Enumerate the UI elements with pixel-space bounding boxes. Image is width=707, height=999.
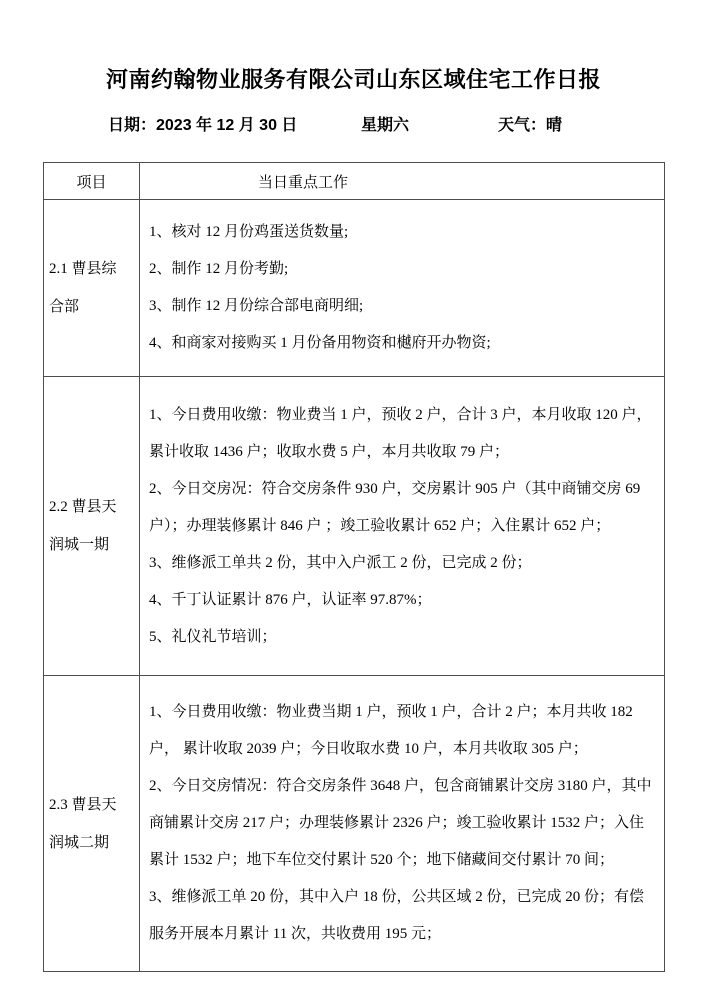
work-item: 1、核对 12 月份鸡蛋送货数量;	[149, 224, 349, 240]
work-item: 1、今日费用收缴：物业费当期 1 户，预收 1 户，合计 2 户；本月共收 182 户， 累计收取 2039 户；今日收取水费 10 户，本月共收取 305 户；	[149, 704, 633, 757]
project-cell: 2.1 曹县综合部	[44, 200, 140, 377]
work-item: 3、制作 12 月份综合部电商明细;	[149, 298, 364, 314]
work-cell	[140, 676, 665, 972]
work-item: 3、维修派工单共 2 份，其中入户派工 2 份，已完成 2 份；	[149, 554, 532, 571]
report-table	[43, 162, 665, 972]
report-weekday: 星期六	[361, 117, 410, 134]
work-cell	[140, 200, 665, 377]
table-row	[44, 676, 665, 972]
page-title: 河南约翰物业服务有限公司山东区域住宅工作日报	[105, 67, 601, 92]
work-item: 2、今日交房情况：符合交房条件 3648 户，包含商铺累计交房 3180 户，其中商铺累计交房 217 户；办理装修累计 2326 户；竣工验收累计 1532 户；入住累计 1532 户；地下车位交付累计 520 个；地下储藏间交付累计 70 间；	[149, 778, 652, 868]
date-line	[0, 112, 707, 136]
header-work: 当日重点工作	[140, 163, 665, 200]
work-item: 4、和商家对接购买 1 月份备用物资和樾府开办物资;	[149, 335, 491, 351]
report-date: 日期：2023 年 12 月 30 日	[108, 117, 298, 134]
work-item: 1、今日费用收缴：物业费当 1 户，预收 2 户，合计 3 户，本月收取 120 户，累计收取 1436 户；收取水费 5 户，本月共收取 79 户；	[149, 406, 652, 460]
table-row	[44, 377, 665, 676]
work-item: 2、制作 12 月份考勤;	[149, 261, 289, 277]
work-item: 4、千丁认证累计 876 户，认证率 97.87%；	[149, 591, 432, 608]
work-item: 5、礼仪礼节培训；	[149, 628, 277, 645]
work-cell	[140, 377, 665, 676]
work-item: 2、今日交房况：符合交房条件 930 户，交房累计 905 户（其中商铺交房 69 户）；办理装修累计 846 户 ；竣工验收累计 652 户；入住累计 652 户；	[149, 480, 641, 534]
header-project: 项目	[44, 163, 140, 200]
table-header-row	[44, 163, 665, 200]
report-weather: 天气：晴	[498, 117, 563, 134]
project-cell: 2.3 曹县天润城二期	[44, 676, 140, 972]
work-item: 3、维修派工单 20 份，其中入户 18 份，公共区域 2 份，已完成 20 份；有偿服务开展本月累计 11 次，共收费用 195 元；	[149, 889, 645, 942]
project-cell: 2.2 曹县天润城一期	[44, 377, 140, 676]
table-row	[44, 200, 665, 377]
